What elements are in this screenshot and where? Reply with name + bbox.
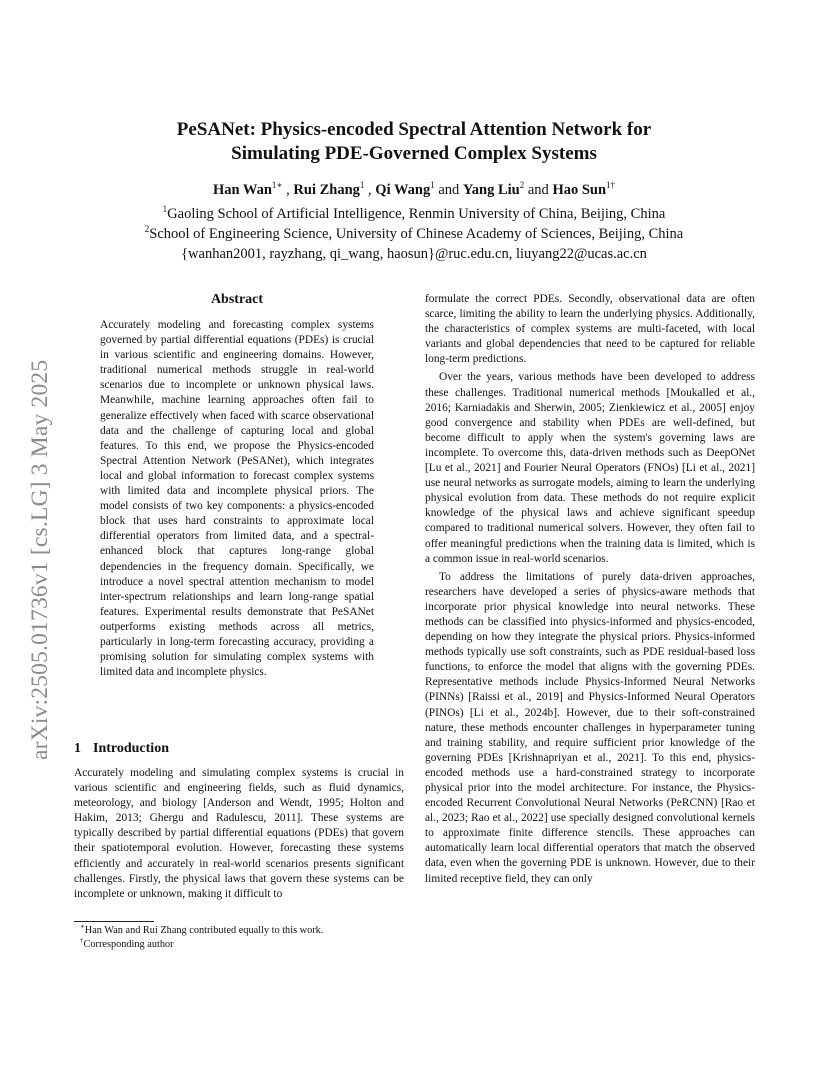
affiliations [80,204,748,264]
section-heading-introduction [74,741,404,757]
body-paragraph: formulate the correct PDEs. Secondly, observational data are often scarce, limiting the ability to learn the underlying physics. Additionally, the characteristics of complex systems are multi-faceted, with local variants and global dependencies that need to be captured for reliable long-term predictions. [425,293,755,366]
body-paragraph: Accurately modeling and simulating complex systems is crucial in various scientific and engineering fields, such as fluid dynamics, meteorology, and biology [Anderson and Wendt, 1995; Holton and Hakim, 2013; Ghergu and Radulescu, 2011]. These systems are typically described by partial differential equations (PDEs) that govern their spatiotemporal evolution. However, forecasting these systems efficiently and accurately in real-world scenarios presents significant challenges. Firstly, the physical laws that govern these systems can be incomplete or unknown, making it difficult to [74,767,404,900]
author: Han Wan$^{1∗}$ [212,180,283,198]
author: Yang Liu$^2$ [462,180,525,198]
body-paragraph: Over the years, various methods have been developed to address these challenges. Traditional numerical methods [Moukalled et al., 2016; Karniadakis and Sherwin, 2005; Zienkiewicz et al., 2005] enjoy good convergence and stability when PDEs are well-defined, but become difficult to apply when the system's governing laws are incomplete. To overcome this, data-driven methods such as DeepONet [Lu et al., 2021] and Fourier Neural Operators (FNOs) [Li et al., 2021] use neural networks as surrogate models, aiming to learn the underlying physical evolution from data. These methods do not require explicit knowledge of the physical laws and achieve significant speedup compared to traditional numerical solvers. However, they often fail to offer meaningful predictions when the training data is limited, which is a common issue in real-world scenarios. [425,371,755,565]
abstract-heading: Abstract [210,292,264,307]
author-separator: , [364,182,376,198]
email-addresses: {wanhan2001, rayzhang, qi_wang, haosun}@ruc.edu.cn, liuyang22@ucas.ac.cn [181,246,647,262]
introduction-left-column [74,766,404,902]
affiliation: $^2$School of Engineering Science, University of Chinese Academy of Sciences, Beijing, China [144,224,684,242]
author-separator: and [524,182,553,198]
footnotes [80,924,410,952]
paper-title [80,118,748,166]
abstract-paragraph: Accurately modeling and forecasting complex systems governed by partial differential equations (PDEs) is crucial in various scientific and engineering domains. However, traditional numerical methods struggle in real-world scenarios due to incomplete or unknown physical laws. Meanwhile, machine learning approaches often fail to generalize effectively when faced with scarce observational data and the challenge of capturing local and global features. To this end, we propose the Physics-encoded Spectral Attention Network (PeSANet), which integrates local and global information to forecast complex systems with limited data and incomplete physical priors. The model consists of two key components: a physics-encoded block that uses hard constraints to approximate local differential operators from limited data, and a spectral-enhanced block that captures long-range global dependencies in the frequency domain. Specifically, we introduce a novel spectral attention mechanism to model inter-spectrum relationships and learn long-range spatial features. Experimental results demonstrate that PeSANet outperforms existing methods across all metrics, particularly in long-term forecasting accuracy, providing a promising solution for simulating complex systems with limited data and incomplete physics. [100,319,374,679]
author: Rui Zhang$^1$ [293,180,365,198]
arxiv-identifier-text: arXiv:2505.01736v1 [cs.LG] 3 May 2025 [27,359,53,760]
footnote: ∗Han Wan and Rui Zhang contributed equally to this work. [80,922,324,936]
body-paragraph: To address the limitations of purely data-driven approaches, researchers have developed a series of physics-aware methods that incorporate prior physical knowledge into neural networks. These methods can be classified into physics-informed and physics-encoded, depending on how they integrate the physical priors. Physics-informed methods typically use soft constraints, such as PDE residual-based loss functions, to enforce the model that aligns with the governing PDEs. Representative methods include Physics-Informed Neural Networks (PINNs) [Raissi et al., 2019] and Physics-Informed Neural Operators (PINOs) [Li et al., 2024b]. However, due to their soft-constrained nature, these methods encounter challenges in hyperparameter tuning and training stability, and require sufficient prior knowledge of the governing PDEs [Krishnapriyan et al., 2021]. To this end, physics-encoded methods use a hard-constrained strategy to incorporate physical prior into the model architecture. For instance, the Physics-encoded Recurrent Convolutional Neural Networks (PeRCNN) [Rao et al., 2023; Rao et al., 2022] use specially designed convolutional kernels to approximate finite difference stencils. These approaches can automatically learn local differential operators that match the observed data, even when the governing PDE is unknown. However, due to their limited receptive field, they can only [425,570,755,885]
section-title: Introduction [93,741,169,756]
author: Qi Wang$^1$ [375,180,435,198]
footnote-divider [74,921,154,922]
title-line-1: PeSANet: Physics-encoded Spectral Attention Network for [176,119,652,140]
abstract-body [100,318,374,680]
introduction-right-column [425,292,755,887]
arxiv-identifier-stamp [22,290,58,760]
affiliation: $^1$Gaoling School of Artificial Intelligence, Renmin University of China, Beijing, China [162,204,666,222]
author-separator: , [282,182,294,198]
section-number: 1 [74,741,81,756]
author-separator: and [434,182,463,198]
title-line-2: Simulating PDE-Governed Complex Systems [231,143,597,164]
footnote: †Corresponding author [80,936,174,950]
author-list [80,180,748,200]
author: Hao Sun$^{1\dagger}$ [552,180,616,198]
